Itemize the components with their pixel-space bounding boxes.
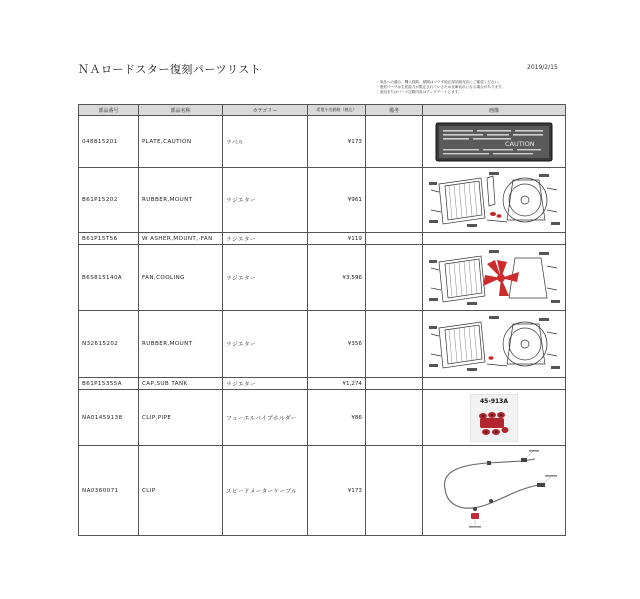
part-price: ¥1,274 — [308, 378, 366, 390]
table-row — [79, 378, 566, 390]
col-header-part-no: 部品番号 — [79, 105, 139, 116]
part-note — [366, 378, 423, 390]
part-price: ¥173 — [308, 446, 366, 536]
col-header-part-name: 部品名称 — [139, 105, 223, 116]
part-name: PLATE,CAUTION — [139, 116, 223, 168]
part-image-cell — [423, 311, 566, 378]
part-note — [366, 116, 423, 168]
part-category: ラジエター — [223, 311, 308, 378]
part-number: B61P15202 — [79, 168, 139, 233]
part-number: B61P15355A — [79, 378, 139, 390]
part-category: ラジエター — [223, 245, 308, 311]
part-price: ¥961 — [308, 168, 366, 233]
table-row — [79, 116, 566, 168]
part-price: ¥119 — [308, 233, 366, 245]
part-image-cell — [423, 168, 566, 233]
col-header-category: カテゴリー — [223, 105, 308, 116]
note-line: ・単品への適合、購入経路、納期はマツダ純正部品販売店にご確認ください。 — [376, 80, 502, 84]
part-image-cell — [423, 233, 566, 245]
col-header-price: 希望小売価格（税込） — [308, 105, 366, 116]
svg-text:CAUTION: CAUTION — [505, 139, 535, 148]
document-date: 2019/2/15 — [527, 64, 558, 71]
part-number: B6S815140A — [79, 245, 139, 311]
part-image-cell — [423, 116, 566, 168]
table-row — [79, 446, 566, 536]
table-row — [79, 233, 566, 245]
part-note — [366, 446, 423, 536]
speedometer-cable-diagram — [427, 449, 561, 533]
part-category: フューエルパイプホルダー — [223, 390, 308, 446]
part-category: ラジエター — [223, 378, 308, 390]
part-note — [366, 390, 423, 446]
part-category: ラジエター — [223, 168, 308, 233]
table-row — [79, 311, 566, 378]
table-header-row — [79, 105, 566, 116]
note-line: ・復刻パーツは生産能力が限定されているため在庫切れになる場合があります。 — [376, 85, 505, 89]
caution-label-image — [435, 122, 553, 162]
note-line: ・追加またはパーツ記載内容はアップデートします。 — [376, 90, 462, 94]
part-number: N32615202 — [79, 311, 139, 378]
part-name: CAP,SUB TANK — [139, 378, 223, 390]
col-header-image: 画像 — [423, 105, 566, 116]
part-price: ¥3,596 — [308, 245, 366, 311]
col-header-note: 備考 — [366, 105, 423, 116]
part-name: CLIP,PIPE — [139, 390, 223, 446]
part-image-cell — [423, 378, 566, 390]
notes-block — [376, 80, 566, 95]
part-name: RUBBER,MOUNT — [139, 168, 223, 233]
part-note — [366, 233, 423, 245]
part-price: ¥173 — [308, 116, 366, 168]
part-note — [366, 311, 423, 378]
part-number: 048815201 — [79, 116, 139, 168]
part-image-cell — [423, 446, 566, 536]
part-image-cell — [423, 390, 566, 446]
part-note — [366, 245, 423, 311]
parts-table — [78, 104, 566, 536]
part-name: FAN,COOLING — [139, 245, 223, 311]
part-number: NA01459138 — [79, 390, 139, 446]
part-name: W ASHER,MOUNT,-FAN — [139, 233, 223, 245]
part-category: ラベル — [223, 116, 308, 168]
radiator-fan-diagram-image — [427, 248, 561, 308]
part-category: スピードメーターケーブル — [223, 446, 308, 536]
table-row — [79, 390, 566, 446]
radiator-diagram-image — [427, 170, 561, 230]
part-image-cell — [423, 245, 566, 311]
part-name: CLIP — [139, 446, 223, 536]
pipe-clip-photo — [470, 394, 518, 442]
part-number: NA0360071 — [79, 446, 139, 536]
table-row — [79, 168, 566, 233]
part-note — [366, 168, 423, 233]
part-price: ¥86 — [308, 390, 366, 446]
part-number: B61P15T56 — [79, 233, 139, 245]
page-title: ＮＡロードスター復刻パーツリスト — [78, 63, 262, 76]
part-price: ¥356 — [308, 311, 366, 378]
part-name: RUBBER,MOUNT — [139, 311, 223, 378]
svg-text:45-913A: 45-913A — [479, 397, 509, 405]
radiator-diagram-image — [427, 314, 561, 374]
table-row — [79, 245, 566, 311]
part-category: ラジエター — [223, 233, 308, 245]
